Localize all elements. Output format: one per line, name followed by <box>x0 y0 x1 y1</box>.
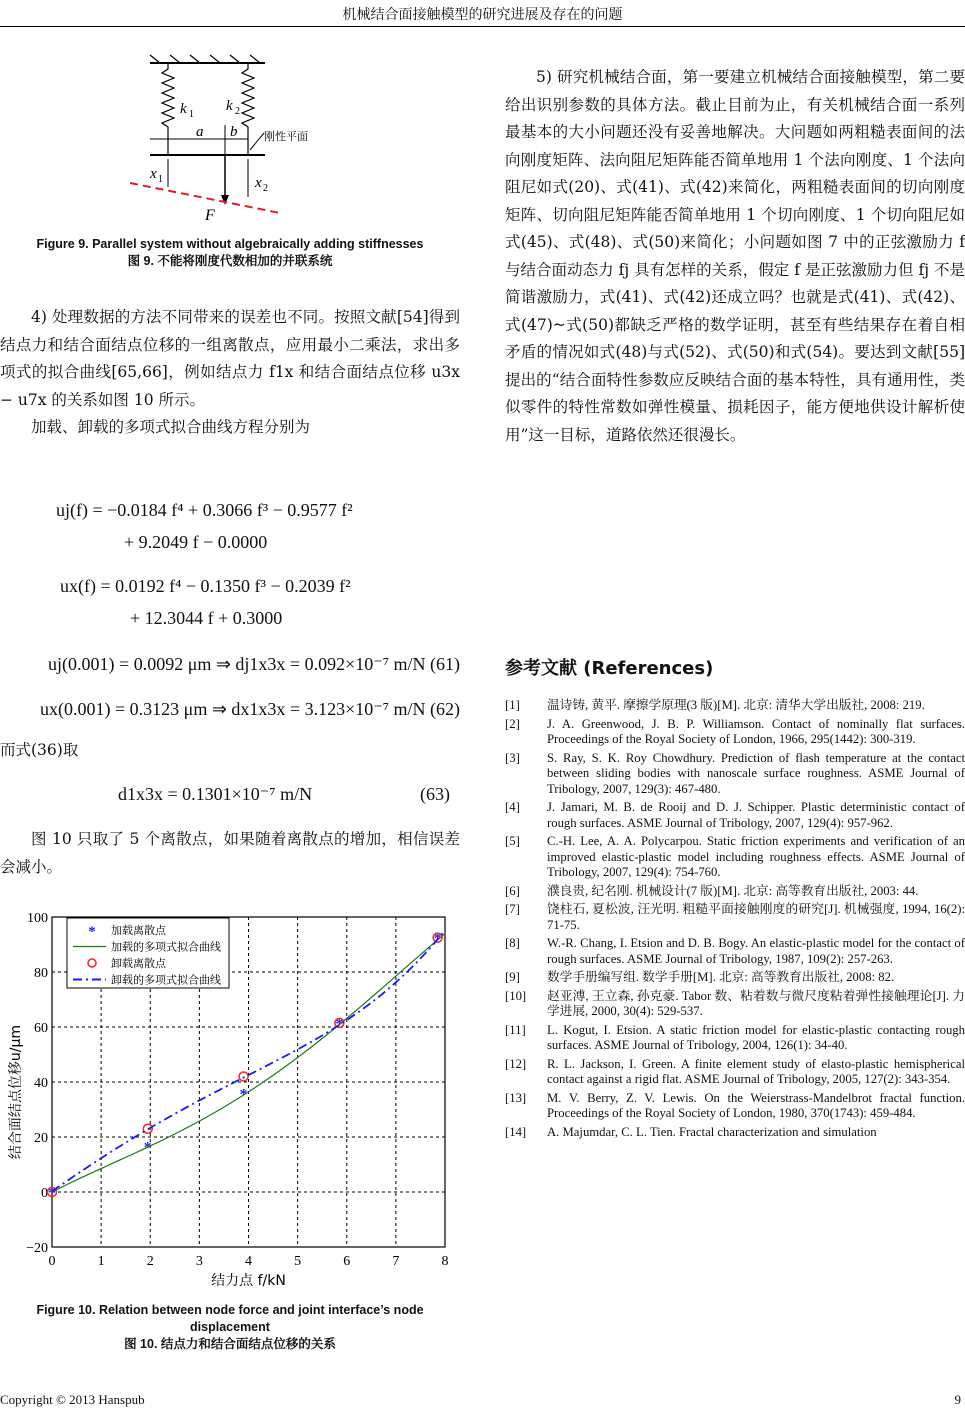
reference-item <box>505 717 965 748</box>
reference-text: 数学手册编写组. 数学手册[M]. 北京: 高等教育出版社, 2008: 82. <box>547 970 895 984</box>
y-axis-label: 结合面结点位移u/μm <box>8 1024 24 1160</box>
label-F: F <box>205 207 215 224</box>
reference-item <box>505 800 965 831</box>
label-k2-sub: 2 <box>235 106 240 117</box>
reference-text: J. A. Greenwood, J. B. P. Williamson. Contact of nominally flat surfaces. Proceedings of the Royal Society of London, 1966, 295(1442): 300-319. <box>547 716 965 746</box>
figure-9-caption <box>0 236 460 270</box>
equation-62: ux(0.001) = 0.3123 μm ⇒ dx1x3x = 3.123×10⁻⁷ m/N (62) <box>40 699 460 719</box>
reference-number: [12] <box>505 1056 527 1071</box>
reference-item <box>505 1057 965 1088</box>
reference-number: [10] <box>505 988 527 1003</box>
reference-item <box>505 902 965 933</box>
running-header: 机械结合面接触模型的研究进展及存在的问题 <box>342 7 623 23</box>
x-tick-label: 3 <box>195 1254 203 1269</box>
reference-item <box>505 698 965 714</box>
caption-cn: 图 9. 不能将刚度代数相加的并联系统 <box>127 254 333 268</box>
legend-label: 加载离散点 <box>111 924 166 937</box>
legend-label: 卸载离散点 <box>111 957 166 970</box>
reference-number: [4] <box>505 800 520 814</box>
reference-item <box>505 751 965 798</box>
equation-63: d1x3x = 0.1301×10⁻⁷ m/N <box>118 784 313 804</box>
reference-number: [9] <box>505 970 520 984</box>
figure-10-caption <box>0 1302 460 1353</box>
reference-text: 饶柱石, 夏松波, 汪光明. 粗糙平面接触刚度的研究[J]. 机械强度, 1994, 16(2): 71-75. <box>547 902 965 932</box>
reference-item <box>505 989 965 1020</box>
reference-text: M. V. Berry, Z. V. Lewis. On the Weierstrass-Mandelbrot fractal function. Proceedings of the Royal Society of London, 1980, 370(1743): 459-484. <box>547 1090 965 1120</box>
reference-text: L. Kogut, I. Etsion. A static friction model for elastic-plastic contacting rough surfaces. ASME Journal of Tribology, 2004, 126(1): 34-40. <box>547 1022 965 1052</box>
reference-list <box>505 698 965 1143</box>
reference-text: 濮良贵, 纪名刚. 机械设计(7 版)[M]. 北京: 高等教育出版社, 2003: 44. <box>547 883 919 898</box>
loading-point: * <box>239 1086 248 1104</box>
reference-text: J. Jamari, M. B. de Rooij and D. J. Schipper. Plastic deterministic contact of rough surfaces. ASME Journal of Tribology, 2007, 129(4): 957-962. <box>547 800 965 830</box>
reference-text: W.-R. Chang, I. Etsion and D. B. Bogy. An elastic-plastic model for the contact of rough surfaces. ASME Journal of Tribology, 1987, 109(2): 257-263. <box>547 936 965 966</box>
x-tick-label: 7 <box>392 1254 400 1269</box>
label-a: a <box>196 124 204 140</box>
paragraph-fit-intro: 加载、卸载的多项式拟合曲线方程分别为 <box>31 418 311 436</box>
x-tick-label: 1 <box>97 1254 105 1269</box>
legend-label: 加载的多项式拟合曲线 <box>111 940 221 954</box>
label-x1-sub: 1 <box>158 174 163 185</box>
reference-number: [2] <box>505 716 520 731</box>
x-tick-label: 2 <box>146 1254 154 1269</box>
reference-text: C.-H. Lee, A. A. Polycarpou. Static friction experiments and verification of an improved elastic-plastic model including roughness effects. ASME Journal of Tribology, 2007, 129(4): 754-760. <box>547 834 965 879</box>
reference-number: [7] <box>505 902 520 916</box>
reference-text: A. Majumdar, C. L. Tien. Fractal characterization and simulation <box>547 1124 877 1139</box>
x-tick-label: 8 <box>441 1254 449 1269</box>
reference-number: [1] <box>505 698 520 712</box>
header-rule <box>0 26 965 27</box>
loading-point: * <box>335 1015 344 1033</box>
reference-number: [6] <box>505 883 520 898</box>
unloading-point <box>239 1072 248 1081</box>
reference-item <box>505 1091 965 1122</box>
equation-uj-line2: + 9.2049 f − 0.0000 <box>124 532 268 552</box>
paragraph-eq36: 而式(36)取 <box>0 741 79 759</box>
legend-label: 卸载的多项式拟合曲线 <box>111 973 221 987</box>
legend-swatch: * <box>88 924 96 940</box>
reference-item <box>505 884 965 900</box>
equation-ux-line1: ux(f) = 0.0192 f⁴ − 0.1350 f³ − 0.2039 f² <box>60 576 351 596</box>
y-tick-label: 60 <box>34 1021 48 1036</box>
paragraph-5: 5) 研究机械结合面，第一要建立机械结合面接触模型，第二要给出识别参数的具体方法。截止目前为止，有关机械结合面一系列最基本的大小问题还没有妥善地解决。大问题如两粗糙表面间的法向刚度矩阵、法向阻尼矩阵能否简单地用 1 个法向刚度、1 个法向阻尼如式(20)、式(41)、式(42)来简化，两粗糙表面间的切向刚度矩阵、切向阻尼矩阵能否简单地用 1 个切向刚度、1 个切向阻尼如式(45)、式(48)、式(50)来简化；小问题如图 7 中的正弦激励力 f 与结合面动态力 fj 具有怎样的关系，假定 f 是正弦激励力但 fj 不是简谐激励力，式(41)、式(42)还成立吗？也就是式(41)、式(42)、式(47)~式(50)都缺乏严格的数学证明，甚至有些结果存在着自相矛盾的情况如式(48)与式(52)、式(50)和式(54)。要达到文献[55]提出的“结合面特性参数应反映结合面的基本特性，具有通用性，类似零件的特性常数如弹性模量、损耗因子，能方便地供设计解析使用”这一目标，道路依然还很漫长。 <box>505 68 965 444</box>
loading-point: * <box>143 1139 152 1157</box>
reference-text: 赵亚溥, 王立森, 孙克豪. Tabor 数、粘着数与微尺度粘着弹性接触理论[J]. 力学进展, 2000, 30(4): 529-537. <box>547 988 965 1018</box>
y-tick-label: 40 <box>34 1076 48 1091</box>
label-x2: x <box>255 175 262 191</box>
equation-uj-line1: uj(f) = −0.0184 f⁴ + 0.3066 f³ − 0.9577 f² <box>56 500 353 520</box>
copyright: Copyright © 2013 Hanspub <box>0 1392 145 1407</box>
label-k1-sub: 1 <box>189 109 194 120</box>
reference-number: [5] <box>505 834 520 848</box>
label-k2: k <box>226 98 233 114</box>
reference-item <box>505 936 965 967</box>
page-number: 9 <box>954 1392 961 1407</box>
x-tick-label: 4 <box>245 1254 252 1269</box>
y-tick-label: 100 <box>27 911 48 926</box>
reference-number: [14] <box>505 1124 527 1139</box>
x-tick-label: 6 <box>343 1254 351 1269</box>
x-tick-label: 5 <box>294 1254 302 1269</box>
reference-number: [3] <box>505 750 520 765</box>
reference-number: [13] <box>505 1090 527 1105</box>
y-tick-label: 20 <box>34 1131 48 1146</box>
reference-text: 温诗铸, 黄平. 摩擦学原理(3 版)[M]. 北京: 清华大学出版社, 2008: 219. <box>547 698 925 712</box>
y-tick-label: −20 <box>26 1241 48 1256</box>
reference-item <box>505 970 965 986</box>
x-tick-label: 0 <box>48 1254 56 1269</box>
reference-text: S. Ray, S. K. Roy Chowdhury. Prediction of flash temperature at the contact between sliding bodies with nanoscale surface roughness. ASME Journal of Tribology, 2007, 129(3): 467-480. <box>547 750 965 796</box>
label-rigid-plane: 刚性平面 <box>264 130 308 143</box>
loading-point: * <box>48 1185 56 1202</box>
caption-cn: 图 10. 结点力和结合面结点位移的关系 <box>124 1337 336 1351</box>
figure-10-chart <box>0 900 460 1290</box>
reference-item <box>505 1125 965 1141</box>
references-heading: 参考文献 (References) <box>505 658 714 679</box>
equation-61: uj(0.001) = 0.0092 μm ⇒ dj1x3x = 0.092×10⁻⁷ m/N (61) <box>48 654 460 674</box>
y-tick-label: 0 <box>41 1186 48 1201</box>
reference-number: [8] <box>505 936 520 950</box>
paragraph-4: 4) 处理数据的方法不同带来的误差也不同。按照文献[54]得到结点力和结合面结点位移的一组离散点，应用最小二乘法，求出多项式的拟合曲线[65,66]，例如结点力 f1x 和结合面结点位移 u3x − u7x 的关系如图 10 所示。 <box>0 308 460 409</box>
figure-9-diagram <box>130 55 308 225</box>
label-x2-sub: 2 <box>263 183 268 194</box>
reference-text: R. L. Jackson, I. Green. A finite element study of elasto-plastic hemispherical contact against a rigid flat. ASME Journal of Tribology, 2005, 127(2): 343-354. <box>547 1056 965 1086</box>
x-axis-label: 结力点 f/kN <box>211 1273 286 1289</box>
reference-item <box>505 834 965 881</box>
loading-point: * <box>433 930 442 948</box>
equation-ux-line2: + 12.3044 f + 0.3000 <box>130 608 283 628</box>
paragraph-error: 图 10 只取了 5 个离散点，如果随着离散点的增加，相信误差会减小。 <box>0 830 460 876</box>
caption-en: Figure 9. Parallel system without algebraically adding stiffnesses <box>36 237 424 251</box>
label-k1: k <box>180 101 187 117</box>
equation-63-number: (63) <box>420 784 450 804</box>
label-b: b <box>230 124 238 140</box>
y-tick-label: 80 <box>34 966 48 981</box>
label-x1: x <box>150 166 157 182</box>
reference-item <box>505 1023 965 1054</box>
caption-en: Figure 10. Relation between node force and joint interface’s node displacement <box>36 1303 424 1334</box>
reference-number: [11] <box>505 1022 526 1037</box>
